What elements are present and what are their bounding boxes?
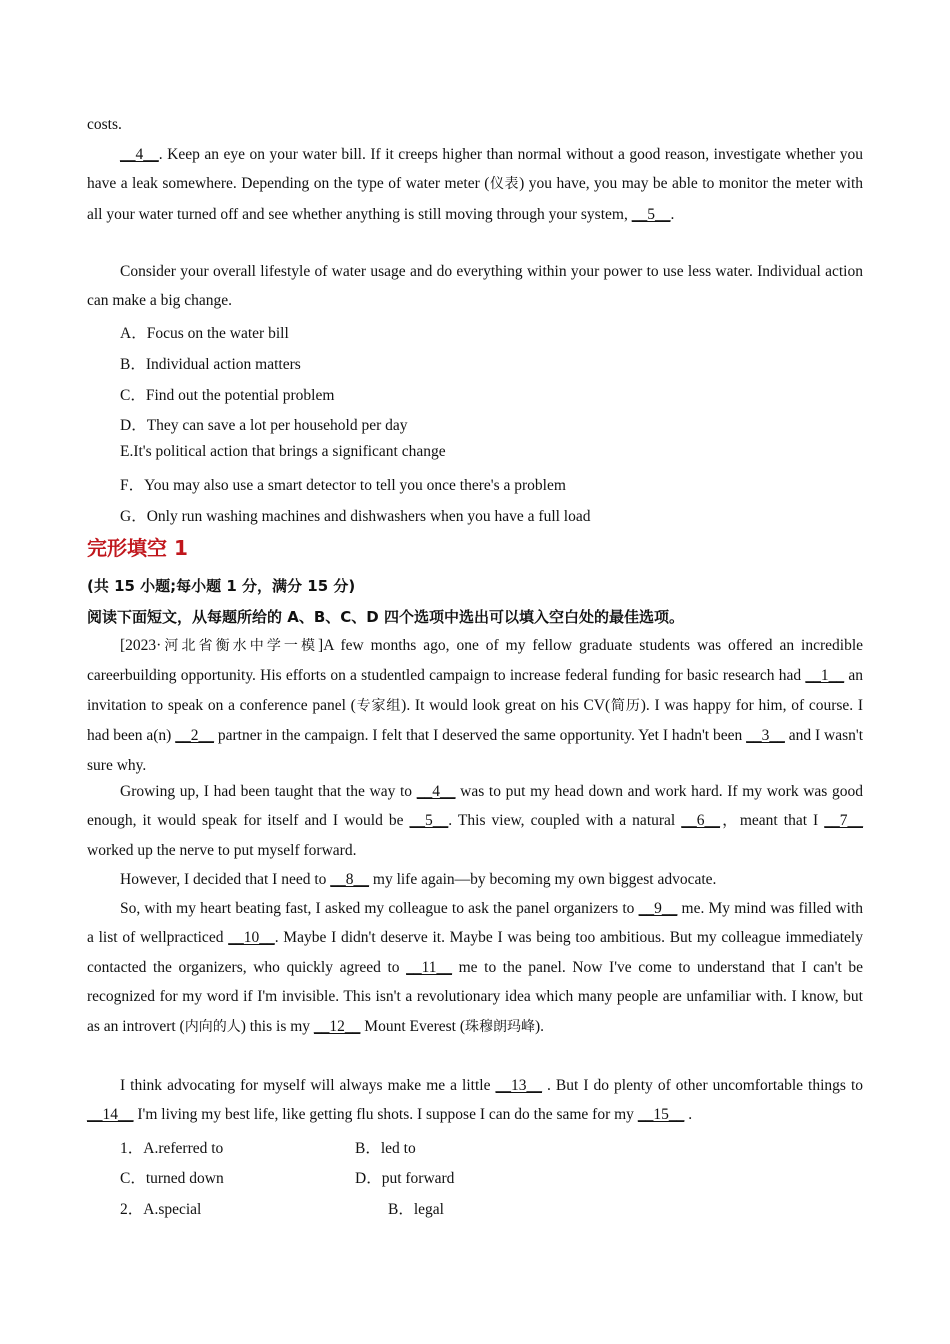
cloze-paragraph-2 (87, 777, 863, 865)
option-a: A．Focus on the water bill (120, 325, 289, 342)
blank-15: __15__ (637, 1106, 685, 1124)
cloze-text: ). It would look great on his CV( (401, 696, 611, 714)
paragraph-consider: Consider your overall lifestyle of water usage and do everything within your power to use less water. Individual action can make a big change. (87, 263, 863, 310)
option-f: F．You may also use a smart detector to tell you once there's a problem (120, 477, 566, 494)
text-costs: costs. (87, 116, 122, 133)
section-note: (共 15 小题;每小题 1 分，满分 15 分) (87, 577, 356, 595)
blank-4: __4__ (416, 783, 456, 800)
cloze-text: Growing up, I had been taught that the way to (120, 783, 417, 800)
cloze-text: me to the panel. Now I've come to understand that I can't be recognized for my word if I'm invisible. This isn't a revolutionary idea which many people are unfamiliar with. I know, but as an introvert ( (87, 958, 863, 1035)
section-title: 完形填空 1 (87, 536, 188, 560)
cloze-text: However, I decided that I need to (120, 871, 331, 888)
paragraph-4-cjk: 仪表 (489, 176, 520, 193)
cloze-cjk: 专家组 (355, 697, 402, 714)
blank-2: __2__ (175, 727, 214, 745)
option-b: B．Individual action matters (120, 356, 301, 373)
blank-4: __4__ (120, 146, 159, 163)
answer-option: D．put forward (355, 1170, 455, 1187)
blank-10: __10__ (228, 929, 275, 947)
blank-9: __9__ (638, 900, 678, 917)
answer-option: 2．A.special (120, 1201, 202, 1218)
section-instruction: 阅读下面短文，从每题所给的 A、B、C、D 四个选项中选出可以填入空白处的最佳选项。 (87, 608, 684, 626)
cloze-paragraph-5 (87, 1071, 863, 1130)
cloze-text: ). I was happy for him, of course. I had been a(n) (87, 696, 864, 745)
cloze-paragraph-1 (87, 631, 863, 780)
paragraph-4 (87, 140, 863, 229)
cloze-cjk: 珠穆朗玛峰 (465, 1018, 536, 1035)
source-cjk: 河北省衡水中学一模 (161, 638, 319, 654)
cloze-text: worked up the nerve to put myself forward. (87, 841, 357, 859)
cloze-text: ) this is my (240, 1017, 314, 1035)
blank-11: __11__ (406, 958, 453, 976)
option-g: G．Only run washing machines and dishwashers when you have a full load (120, 508, 591, 525)
cloze-cjk: 简历 (610, 697, 641, 714)
answer-option: B．legal (388, 1201, 444, 1218)
blank-6: __6__ (681, 812, 721, 830)
option-c: C．Find out the potential problem (120, 387, 335, 404)
blank-1: __1__ (805, 667, 845, 685)
blank-14: __14__ (87, 1106, 134, 1124)
blank-5: __5__ (631, 205, 671, 223)
source-close: ] (318, 637, 324, 654)
cloze-text: ，meant that I (720, 812, 825, 830)
cloze-text: my life again—by becoming my own biggest advocate. (369, 871, 717, 888)
paragraph-4-text2: ) you have, you may be able to monitor the meter with all your water turned off and see whether anything is still moving through your system, (87, 175, 864, 223)
cloze-text: I think advocating for myself will always make me a little (120, 1077, 496, 1094)
source-open: [2023· (120, 637, 162, 654)
paragraph-4-end: . (670, 205, 675, 223)
blank-13: __13__ (495, 1077, 542, 1094)
cloze-text: A few months ago, one of my fellow graduate students was offered an incredible careerbuilding opportunity. His efforts on a studentled campaign to increase federal funding for basic research had (87, 637, 864, 685)
cloze-text: . (684, 1106, 693, 1124)
cloze-paragraph-4 (87, 894, 863, 1042)
blank-7: __7__ (824, 812, 863, 830)
cloze-text: was to put my head down and work hard. If my work was good enough, it would speak for itself and I would be (87, 783, 863, 830)
cloze-text: So, with my heart beating fast, I asked my colleague to ask the panel organizers to (120, 900, 639, 917)
cloze-text: an invitation to speak on a conference panel ( (87, 667, 863, 714)
cloze-text: . But I do plenty of other uncomfortable things to (542, 1077, 864, 1094)
option-e: E.It's political action that brings a significant change (120, 443, 446, 460)
blank-5: __5__ (409, 812, 449, 830)
paragraph-4-text: . Keep an eye on your water bill. If it creeps higher than normal without a good reason, investigate whether you have a leak somewhere. Depending on the type of water meter ( (87, 146, 863, 193)
option-d: D．They can save a lot per household per day (120, 417, 408, 434)
blank-12: __12__ (313, 1017, 361, 1035)
cloze-text: partner in the campaign. I felt that I deserved the same opportunity. Yet I hadn't been (213, 727, 747, 745)
cloze-text: and I wasn't sure why. (87, 727, 864, 774)
cloze-paragraph-3 (87, 865, 863, 894)
cloze-text: Mount Everest ( (360, 1017, 466, 1035)
cloze-text: ). (535, 1017, 545, 1035)
answer-option: 1．A.referred to (120, 1140, 224, 1157)
blank-8: __8__ (330, 871, 370, 888)
blank-3: __3__ (746, 727, 785, 745)
answer-option: C．turned down (120, 1170, 224, 1187)
cloze-text: me. My mind was filled with a list of wellpracticed (87, 900, 864, 947)
cloze-text: . Maybe I didn't deserve it. Maybe I was being too ambitious. But my colleague immediately contacted the organizers, who quickly agreed to (87, 929, 863, 976)
cloze-cjk: 内向的人 (184, 1018, 241, 1035)
cloze-text: . This view, coupled with a natural (448, 812, 682, 830)
answer-option: B．led to (355, 1140, 416, 1157)
cloze-text: I'm living my best life, like getting flu shots. I suppose I can do the same for my (133, 1106, 638, 1124)
